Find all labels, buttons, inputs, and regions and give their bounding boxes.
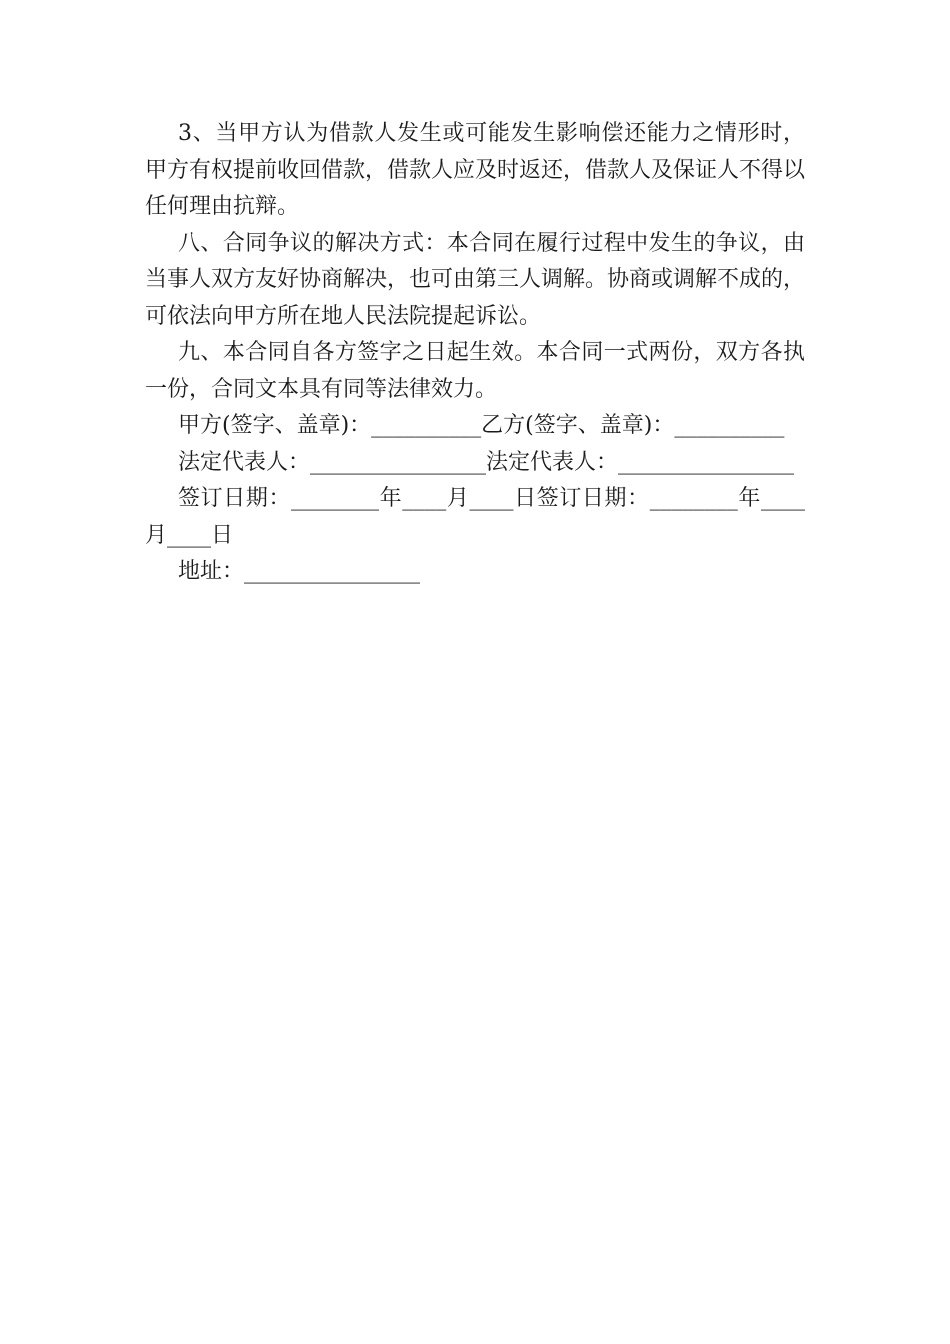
signature-party-line: 甲方(签字、盖章)：__________乙方(签字、盖章)：__________ [178, 413, 785, 438]
signing-date-line: 签订日期：________年____月____日签订日期：________年____月____日 [145, 486, 805, 548]
legal-representative-line: 法定代表人：________________法定代表人：________________ [178, 449, 795, 475]
document-body [145, 116, 805, 591]
clause-3-early-recall: 3、当甲方认为借款人发生或可能发生影响偿还能力之情形时，甲方有权提前收回借款，借款人应及时返还，借款人及保证人不得以任何理由抗辩。 [145, 121, 806, 219]
clause-9-effectiveness: 九、本合同自各方签字之日起生效。本合同一式两份，双方各执一份，合同文本具有同等法律效力。 [145, 340, 805, 402]
address-line: 地址：________________ [178, 559, 421, 584]
clause-8-dispute-resolution: 八、合同争议的解决方式：本合同在履行过程中发生的争议，由当事人双方友好协商解决，也可由第三人调解。协商或调解不成的，可依法向甲方所在地人民法院提起诉讼。 [145, 230, 806, 329]
